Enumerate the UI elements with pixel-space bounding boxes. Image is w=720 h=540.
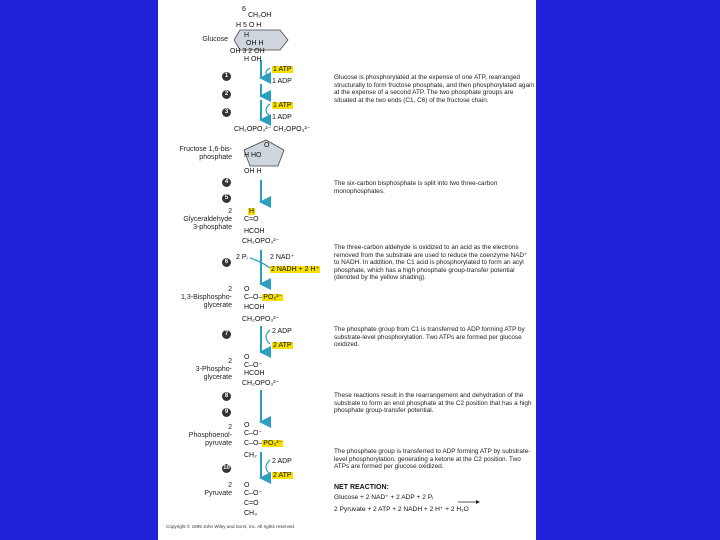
g3p-hcoh: HCOH	[244, 228, 265, 235]
slide-panel	[158, 0, 536, 540]
fructose-phosphate-groups: CH₂OPO₃²⁻ CH₂OPO₃²⁻	[234, 126, 311, 133]
cofactor-atp-4: 2 ATP	[273, 472, 292, 479]
net-reaction-products: 2 Pyruvate + 2 ATP + 2 NADH + 2 H⁺ + 2 H₂O	[334, 506, 469, 513]
label-fructose-bisphosphate: Fructose 1,6-bis- phosphate	[179, 146, 232, 161]
cofactor-curve-2	[266, 104, 270, 116]
step-9-marker: 9	[222, 408, 231, 417]
step-4-marker: 4	[222, 178, 231, 187]
pg3-carboxylate: C–O⁻	[244, 362, 263, 369]
pep-ch2: CH₂	[244, 452, 257, 459]
step-3-marker: 3	[222, 108, 231, 117]
cofactor-curve-5	[266, 460, 270, 474]
step-7-marker: 7	[222, 330, 231, 339]
glucose-lower-row: OH 3 2 OH	[230, 48, 265, 55]
pep-o: O	[244, 422, 250, 429]
fructose-bottom-row: OH H	[244, 168, 262, 175]
bpg-o: O	[244, 286, 250, 293]
label-phosphoenolpyruvate: 2 Phosphoenol- pyruvate	[188, 424, 232, 447]
description-steps-1-3: Glucose is phosphorylated at the expense of one ATP, rearranged structurally to form fructose phosphate, and then phosphorylated again at the expense of a second ATP. The two phosphate groups are situated at the two ends (C1, C6) of the fructose chain.	[334, 74, 535, 104]
label-glyceraldehyde-3-phosphate: 2 Glyceraldehyde 3-phosphate	[183, 208, 232, 231]
fructose-ring-o: O	[264, 142, 270, 149]
description-step-10: The phosphate group is transferred to ADP forming ATP by substrate-level phosphorylation, generating a ketone at the C2 position. Two ATPs are formed per glucose oxidized.	[334, 448, 531, 471]
pyruvate-carboxylate: C–O⁻	[244, 490, 263, 497]
bpg-phosphate: CH₂OPO₃²⁻	[242, 316, 280, 323]
description-step-6: The three-carbon aldehyde is oxidized to an acid as the electrons removed from the substrate are used to reduce the coenzyme NAD⁺ to NADH. In addition, the C1 acid is phosphorylated to form an acyl phosphate, which has a high phosphate group-transfer potential (denoted by the yellow shading).	[334, 244, 528, 282]
cofactor-adp-1: 1 ADP	[272, 78, 292, 85]
step-8-marker: 8	[222, 392, 231, 401]
glucose-h: H	[244, 32, 250, 39]
glucose-top-row: H 5 O H	[236, 22, 262, 29]
bpg-hcoh: HCOH	[244, 304, 265, 311]
g3p-h: H	[249, 208, 255, 215]
step-5-marker: 5	[222, 194, 231, 203]
glucose-c6-number: 6	[242, 6, 246, 13]
pep-enol-phosphate: C–O–PO₃²⁻	[244, 440, 283, 447]
glucose-ch2oh: CH₂OH	[248, 12, 272, 19]
description-steps-4-5: The six-carbon bisphosphate is split into two three-carbon monophosphates.	[334, 180, 498, 195]
cofactor-curve-1	[266, 68, 270, 80]
pg3-o: O	[244, 354, 250, 361]
description-step-7: The phosphate group from C1 is transferred to ADP forming ATP by substrate-level phosphorylation. Two ATPs are formed per glucose oxidized.	[334, 326, 525, 349]
fructose-ring-h-ho: H HO	[244, 152, 262, 159]
copyright-notice: Copyright © 1999 John Wiley and Sons, Inc. All rights reserved.	[166, 524, 296, 529]
pyruvate-ketone: C=O	[244, 500, 259, 507]
net-reaction-title: NET REACTION:	[334, 484, 389, 491]
g3p-aldehyde: C=O	[244, 216, 259, 223]
label-glucose: Glucose	[202, 36, 228, 43]
cofactor-adp-4: 2 ADP	[272, 458, 292, 465]
bpg-acyl-phosphate: C–O–PO₃²⁻	[244, 294, 283, 301]
cofactor-pi: 2 Pᵢ	[236, 254, 248, 261]
cofactor-adp-3: 2 ADP	[272, 328, 292, 335]
cofactor-atp-1: 1 ATP	[273, 66, 292, 73]
pyruvate-ch3: CH₃	[244, 510, 257, 517]
step-1-marker: 1	[222, 72, 231, 81]
pg3-hcoh: HCOH	[244, 370, 265, 377]
cofactor-atp-2: 1 ATP	[273, 102, 292, 109]
pyruvate-o: O	[244, 482, 250, 489]
glucose-bottom-row: H OH	[244, 56, 262, 63]
cofactor-nadh: 2 NADH + 2 H⁺	[271, 266, 320, 273]
label-pyruvate: 2 Pyruvate	[204, 482, 232, 497]
g3p-phosphate: CH₂OPO₃²⁻	[242, 238, 280, 245]
cofactor-curve-4	[266, 330, 270, 344]
step-10-marker: 10	[223, 465, 230, 471]
pg3-phosphate: CH₂OPO₃²⁻	[242, 380, 280, 387]
cofactor-nad: 2 NAD⁺	[270, 254, 295, 261]
net-reaction-arrowhead	[476, 500, 480, 504]
label-bisphosphoglycerate: 2 1,3-Bisphospho- glycerate	[181, 286, 232, 309]
net-reaction-reactants: Glucose + 2 NAD⁺ + 2 ADP + 2 Pᵢ	[334, 494, 434, 501]
description-steps-8-9: These reactions result in the rearrangement and dehydration of the substrate to form an enol phosphate at the C2 position that has a high phosphate group-transfer potential.	[334, 392, 532, 415]
cofactor-adp-2: 1 ADP	[272, 114, 292, 121]
label-3-phosphoglycerate: 2 3-Phospho- glycerate	[195, 358, 232, 381]
pep-carboxylate: C–O⁻	[244, 430, 263, 437]
step-6-marker: 6	[222, 258, 231, 267]
step-2-marker: 2	[222, 90, 231, 99]
glucose-mid-row: OH H	[246, 40, 264, 47]
cofactor-atp-3: 2 ATP	[273, 342, 292, 349]
